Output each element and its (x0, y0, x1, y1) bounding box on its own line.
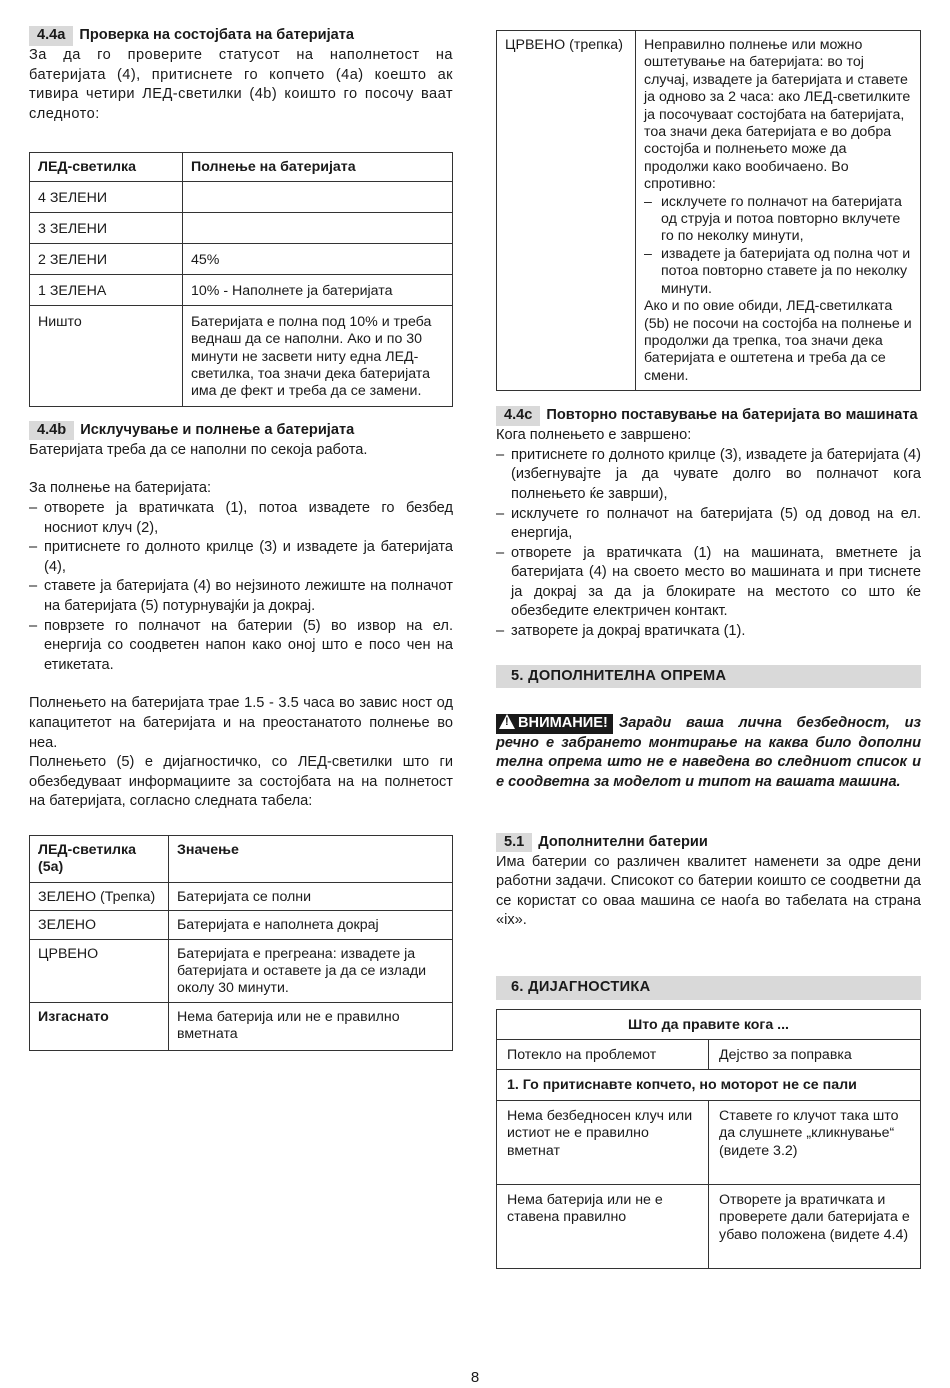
table-row (30, 212, 453, 243)
reinsert-steps-list (496, 446, 921, 642)
table-header: Потекло на проблемот (497, 1040, 709, 1070)
table-row (30, 305, 453, 406)
table-header: Полнење на батеријата (183, 153, 453, 181)
warning-triangle-icon: ! (499, 714, 515, 729)
table-cell: 3 ЗЕЛЕНИ (30, 212, 183, 243)
section-5-heading: 5. ДОПОЛНИТЕЛНА ОПРЕМА (496, 665, 921, 689)
page-number: 8 (470, 1369, 480, 1386)
warning-text: Заради ваша лична безбедност, из речно е забрането монтирање на каква било дополни телна опрема што не е наведена во следниот список и е соодветна за моделот и типот на вашата машина. (496, 715, 921, 791)
table-cell: Нема батерија или не е правилно вметната (169, 1002, 453, 1050)
section-6-heading: 6. ДИЈАГНОСТИКА (496, 976, 921, 1000)
list-item: – извадете ја батеријата од полна чот и потоа повторно ставете ја по неколку минути. (644, 246, 912, 298)
table-cell: ЦРВЕНО (трепка) (497, 31, 636, 391)
warning-label: ВНИМАНИЕ! (518, 715, 608, 732)
table-row (30, 243, 453, 274)
section-number: 4.4c (496, 406, 540, 426)
left-column (29, 26, 453, 1051)
section-4-4c-intro: Кога полнењето е завршено: (496, 427, 692, 444)
table-row (497, 1040, 921, 1070)
warning-notice (496, 714, 921, 792)
table-row (497, 1100, 921, 1184)
table-row (30, 274, 453, 305)
table-row (30, 939, 453, 1002)
table-cell: 1 ЗЕЛЕНА (30, 274, 183, 305)
section-title: Повторно поставување на батеријата во машината (546, 407, 918, 424)
section-title: Дополнителни батерии (538, 833, 708, 850)
list-item: – поврзете го полначот на батерии (5) во извор на ел. енергија со соодветен напон како оној што е посо чен на етикетата. (29, 617, 453, 676)
list-item: – исклучете го полначот на батеријата (5) од довод на ел. енергија, (496, 505, 921, 544)
table-cell: Отворете ја вратичката и проверете дали батеријата е убаво положена (видете 4.4) (709, 1184, 921, 1268)
table-cell: ЦРВЕНО (30, 939, 169, 1002)
table-cell: Нема безбедносен клуч или истиот не е правилно вметнат (497, 1100, 709, 1184)
table-row (497, 1184, 921, 1268)
table-row (30, 181, 453, 212)
table-cell: 45% (183, 243, 453, 274)
cell-list (644, 194, 912, 298)
section-title: Исклучување и полнење а батеријата (80, 421, 355, 438)
table-cell: 10% - Наполнете ја батеријата (183, 274, 453, 305)
table-cell: Ставете го клучот така што да слушнете „кликнување“ (видете 3.2) (709, 1100, 921, 1184)
table-row (497, 1070, 921, 1100)
section-4-4b-heading (29, 421, 453, 441)
table-row (497, 31, 921, 391)
charger-diagnostic-text: Полнењето (5) е дијагностичко, со ЛЕД-светилки што ги обезбедуваат информациите за состојбата на на полнетост на батеријата, согласно следната табела: (29, 754, 453, 810)
table-row (30, 1002, 453, 1050)
cell-text: Ако и по овие обиди, ЛЕД-светилката (5b) не посочи на состојба на полнење и продолжи да трепка, тоа значи дека батеријата е оштетена и треба да се смени. (644, 298, 912, 384)
section-4-4a-body: За да го проверите статусот на наполнетост на батеријата (4), притиснете го копчето (4а) коешто ак тивира четири ЛЕД-светилки (4b) коишто го посочу ваат следното: (29, 47, 453, 122)
table-header: ЛЕД-светилка (30, 153, 183, 181)
section-4-4b-intro: Батеријата треба да се наполни по секоја работа. (29, 441, 368, 458)
table-header: Што да правите кога ... (497, 1009, 921, 1039)
section-number: 4.4b (29, 421, 74, 441)
list-item: – затворете ја докрај вратичката (1). (496, 622, 921, 642)
table-row (30, 882, 453, 910)
table-header: Дејство за поправка (709, 1040, 921, 1070)
table-cell: 4 ЗЕЛЕНИ (30, 181, 183, 212)
warning-badge (496, 714, 613, 734)
table-cell: Батеријата е полна под 10% и треба веднаш да се наполни. Ако и по 30 минути не засвети ниту една ЛЕД-светилка, тоа значи дека батеријата има де фект и треба да се замени. (183, 305, 453, 406)
right-column (496, 30, 921, 1269)
table-cell: 2 ЗЕЛЕНИ (30, 243, 183, 274)
table-cell: Батеријата се полни (169, 882, 453, 910)
charger-led-table (29, 835, 453, 1051)
table-cell (636, 31, 921, 391)
table-header: ЛЕД-светилка (5а) (30, 835, 169, 882)
table-cell: Батеријата е наполнета докрај (169, 911, 453, 939)
battery-status-table (29, 152, 453, 406)
section-5-1-body: Има батерии со различен квалитет наменети за одре дени работни задачи. Списокот со батерии коишто се соодветни да се користат со оваа машина се наоѓа во табелата на страна «ix». (496, 853, 921, 929)
section-4-4b-list-intro: За полнење на батеријата: (29, 480, 212, 497)
charging-steps-list (29, 499, 453, 675)
list-item: – отворете ја вратичката (1) на машината, вметнете ја батеријата (4) на своето место во машината и при тиснете ја докрај за да ја блокирате на местото со што ќе обезбедите електричен контакт. (496, 544, 921, 622)
list-item: – притиснете го долното крилце (3) и извадете ја батеријата (4), (29, 538, 453, 577)
table-cell (183, 212, 453, 243)
section-4-4a-heading (29, 26, 453, 46)
charger-led-table-continued (496, 30, 921, 391)
charging-duration-text: Полнењето на батеријата трае 1.5 - 3.5 часа во завис ност од капацитетот на батеријата и на преостанатото полнење во неа. (29, 695, 453, 751)
list-item: – притиснете го долното крилце (3), извадете ја батеријата (4) (избегнувајте ја да чувате долго во полначот кога полнењето ќе заврши), (496, 446, 921, 505)
table-cell: Ништо (30, 305, 183, 406)
table-cell: ЗЕЛЕНО (Трепка) (30, 882, 169, 910)
section-number: 4.4a (29, 26, 73, 46)
section-5-1-heading (496, 833, 921, 853)
table-row (30, 911, 453, 939)
list-item: – исклучете го полначот на батеријата од струја и потоа повторно вклучете го по неколку минути, (644, 194, 912, 246)
table-header: Значење (169, 835, 453, 882)
table-cell: Батеријата е прегреана: извадете ја батеријата и оставете ја да се излади околу 30 минути. (169, 939, 453, 1002)
table-row (497, 1009, 921, 1039)
diagnostics-table (496, 1009, 921, 1269)
section-title: Проверка на состојбата на батеријата (79, 27, 355, 43)
table-cell: ЗЕЛЕНО (30, 911, 169, 939)
table-group-header: 1. Го притиснавте копчето, но моторот не се пали (497, 1070, 921, 1100)
section-number: 5.1 (496, 833, 532, 853)
section-4-4c-heading (496, 406, 921, 426)
table-cell: Изгаснато (30, 1002, 169, 1050)
table-cell: Нема батерија или не е ставена правилно (497, 1184, 709, 1268)
list-item: – ставете ја батеријата (4) во нејзиното лежиште на полначот на батеријата (5) потурнувајќи ја докрај. (29, 577, 453, 616)
table-cell (183, 181, 453, 212)
list-item: – отворете ја вратичката (1), потоа извадете го безбед носниот клуч (2), (29, 499, 453, 538)
cell-text: Неправилно полнење или можно оштетување на батеријата: во тој случај, извадете ја батеријата и ставете ја одново за 2 часа: ако ЛЕД-светилките ја посочуваат состојбата на батеријата, тоа значи дека батеријата е во добра состојба и полнењето може да продолжи како вообичаено. Во спротивно: (644, 37, 911, 193)
